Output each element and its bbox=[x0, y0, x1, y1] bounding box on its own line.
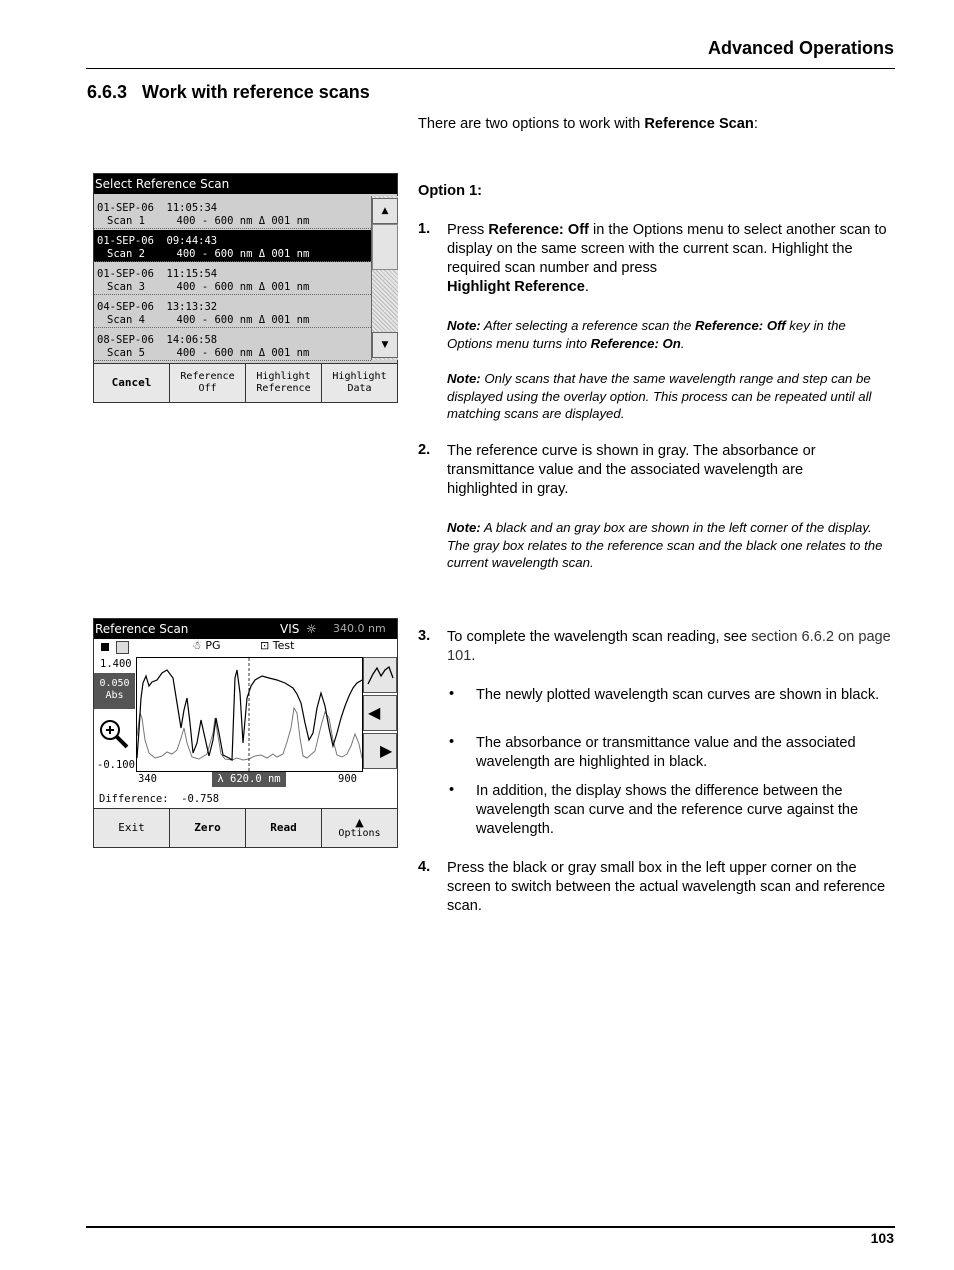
page-number: 103 bbox=[870, 1230, 894, 1246]
cursor-wavelength-label: λ 620.0 nm bbox=[212, 772, 286, 787]
curve-view-button[interactable] bbox=[363, 657, 397, 693]
bullet-icon: • bbox=[449, 734, 455, 750]
note-1: Note: After selecting a reference scan the Reference: Off key in the Options menu turns into Reference: On. bbox=[447, 318, 846, 351]
reference-curve bbox=[137, 708, 362, 760]
difference-readout: Difference: -0.758 bbox=[99, 793, 220, 805]
wavelength-readout: 340.0 nm bbox=[333, 622, 386, 635]
mode-label: VIS bbox=[280, 622, 300, 636]
step-4-text: Press the black or gray small box in the left upper corner on the screen to switch between the actual wavelength scan and reference scan. bbox=[447, 860, 886, 914]
curve-icon bbox=[364, 658, 398, 692]
zoom-icon[interactable] bbox=[97, 717, 131, 751]
reference-scan-screen bbox=[93, 618, 398, 848]
user-icon: ☃ bbox=[192, 639, 202, 652]
list-item: In addition, the display shows the difference between the wavelength scan curve and the reference curve against the wavelength. bbox=[476, 783, 859, 837]
step-number: 2. bbox=[418, 442, 431, 458]
scan-row-5[interactable]: 08-SEP-06 14:06:58 Scan 5 400 - 600 nm Δ 001 nm bbox=[94, 329, 371, 361]
list-item: The absorbance or transmittance value and the associated wavelength are highlighted in black. bbox=[476, 735, 856, 770]
scan-row-4[interactable]: 04-SEP-06 13:13:32 Scan 4 400 - 600 nm Δ 001 nm bbox=[94, 296, 371, 328]
button-bar bbox=[94, 808, 397, 847]
option-label: Option 1: bbox=[418, 183, 483, 199]
x-max-label: 900 bbox=[338, 773, 357, 785]
header-title: Advanced Operations bbox=[707, 38, 894, 58]
scroll-up-icon[interactable]: ▲ bbox=[372, 198, 398, 224]
cursor-right-button[interactable] bbox=[363, 733, 397, 769]
scan-row-1[interactable]: 01-SEP-06 11:05:34 Scan 1 400 - 600 nm Δ 001 nm bbox=[94, 197, 371, 229]
scan-row-2-selected[interactable]: 01-SEP-06 09:44:43 Scan 2 400 - 600 nm Δ 001 nm bbox=[94, 230, 371, 262]
header-rule bbox=[86, 68, 895, 69]
scroll-thumb[interactable] bbox=[372, 224, 398, 270]
scrollbar[interactable] bbox=[371, 196, 398, 360]
exit-button[interactable]: Exit bbox=[94, 809, 170, 847]
arrow-left-icon: ◀ bbox=[368, 703, 381, 722]
screen-title: Reference Scan VIS ☼ 340.0 nm bbox=[94, 619, 397, 639]
scroll-down-icon[interactable]: ▼ bbox=[372, 332, 398, 358]
step-number: 4. bbox=[418, 859, 431, 875]
scan-row-3[interactable]: 01-SEP-06 11:15:54 Scan 3 400 - 600 nm Δ 001 nm bbox=[94, 263, 371, 295]
arrow-right-icon: ▶ bbox=[380, 741, 393, 760]
step-1-text: Press Reference: Off in the Options menu to select another scan to display on the same screen with the current scan. Highlight the required scan number and press Highlight Reference. bbox=[447, 222, 887, 295]
sample-id: ⊡ Test bbox=[260, 639, 295, 652]
footer-rule bbox=[86, 1226, 895, 1228]
cursor-left-button[interactable] bbox=[363, 695, 397, 731]
highlight-reference-button[interactable]: Highlight Reference bbox=[246, 364, 322, 402]
reference-scan-box[interactable] bbox=[116, 641, 129, 654]
reference-off-button[interactable]: Reference Off bbox=[170, 364, 246, 402]
read-button[interactable]: Read bbox=[246, 809, 322, 847]
section-link[interactable]: section 6.6.2 on page 101 bbox=[447, 629, 891, 664]
step-number: 3. bbox=[418, 628, 431, 644]
y-max-label: 1.400 bbox=[100, 658, 132, 670]
step-3-text: To complete the wavelength scan reading, see section 6.6.2 on page 101. bbox=[447, 629, 891, 664]
select-reference-scan-screen bbox=[93, 173, 398, 403]
step-2-text: The reference curve is shown in gray. The absorbance or transmittance value and the associated wavelength are highlighted in gray. bbox=[447, 443, 816, 497]
screen-title: Select Reference Scan bbox=[94, 174, 397, 194]
x-min-label: 340 bbox=[138, 773, 157, 785]
value-box: 0.050 Abs bbox=[94, 673, 135, 709]
cancel-button[interactable]: Cancel bbox=[94, 364, 170, 402]
intro-paragraph: There are two options to work with Reference Scan: bbox=[418, 116, 758, 132]
lamp-icon: ☼ bbox=[306, 622, 317, 636]
button-bar bbox=[94, 363, 397, 402]
bullet-icon: • bbox=[449, 782, 455, 798]
note-2: Note: Only scans that have the same wavelength range and step can be displayed using the overlay option. This process can be repeated until all matching scans are displayed. bbox=[447, 371, 872, 421]
zero-button[interactable]: Zero bbox=[170, 809, 246, 847]
user-id: ☃ PG bbox=[192, 639, 221, 652]
highlight-data-button[interactable]: Highlight Data bbox=[322, 364, 397, 402]
current-curve bbox=[137, 670, 362, 760]
current-scan-box[interactable] bbox=[101, 643, 109, 651]
list-item: The newly plotted wavelength scan curves are shown in black. bbox=[476, 687, 880, 703]
step-number: 1. bbox=[418, 221, 431, 237]
section-title: 6.6.3 Work with reference scans bbox=[87, 82, 370, 102]
y-min-label: -0.100 bbox=[97, 759, 135, 771]
scan-plot[interactable] bbox=[136, 657, 363, 772]
sample-icon: ⊡ bbox=[260, 639, 270, 652]
note-3: Note: A black and an gray box are shown in the left corner of the display. The gray box relates to the reference scan and the black one relates to the current wavelength scan. bbox=[447, 520, 883, 570]
options-arrow-icon: ▲ bbox=[355, 815, 364, 829]
bullet-icon: • bbox=[449, 686, 455, 702]
options-button[interactable]: ▲ Options bbox=[322, 809, 397, 847]
